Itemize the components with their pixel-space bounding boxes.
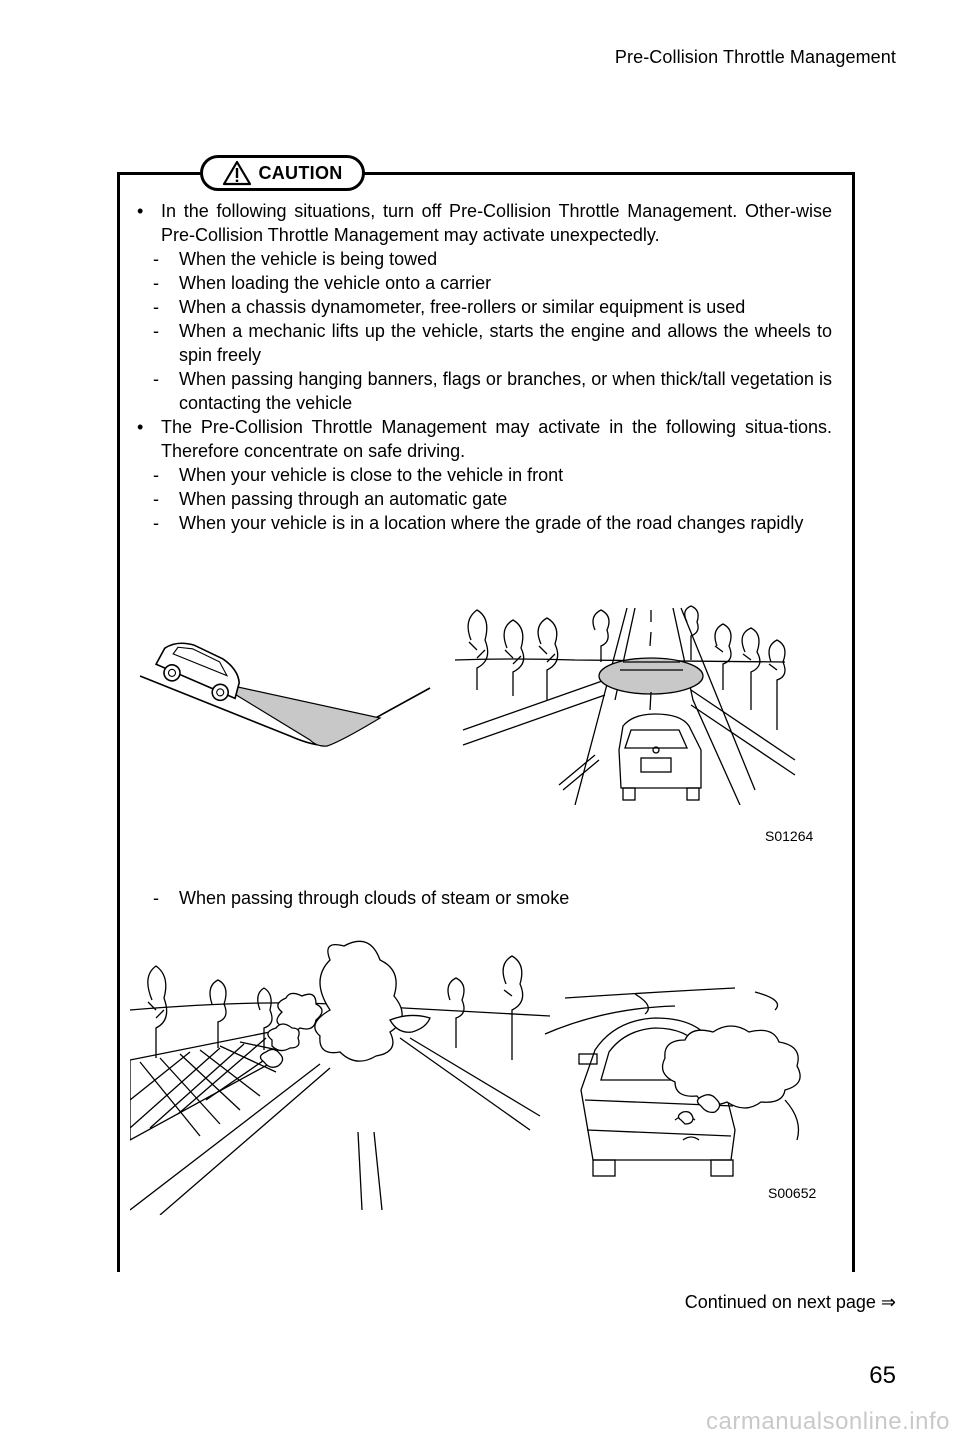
dash-text: When passing through clouds of steam or smoke xyxy=(179,888,570,908)
dash-text: When passing hanging banners, flags or branches, or when thick/tall vegetation is contacting the vehicle xyxy=(179,369,832,413)
slope-car-illustration xyxy=(135,600,435,760)
bullet-mark: • xyxy=(137,201,144,221)
dash-mark: - xyxy=(153,369,159,389)
smoke-road-illustration xyxy=(130,940,550,1215)
warning-triangle-icon xyxy=(222,160,252,186)
dash-mark: - xyxy=(153,273,159,293)
dash-text: When a mechanic lifts up the vehicle, starts the engine and allows the wheels to spin freely xyxy=(179,321,832,365)
dash-mark: - xyxy=(153,489,159,509)
car-smoke-illustration xyxy=(535,980,810,1185)
dash-mark: - xyxy=(153,249,159,269)
dash-item xyxy=(137,367,832,415)
caution-badge xyxy=(200,155,365,191)
dash-text: When passing through an automatic gate xyxy=(179,489,508,509)
dash-mark: - xyxy=(153,513,159,533)
caution-text-block xyxy=(137,199,832,535)
bullet-item xyxy=(137,415,832,463)
dash-text: When a chassis dynamometer, free-rollers or similar equipment is used xyxy=(179,297,746,317)
dash-item xyxy=(137,247,832,271)
dash-item xyxy=(137,271,832,295)
bullet-text: In the following situations, turn off Pre-Collision Throttle Management. Other-wise Pre-Collision Throttle Management may activate unexpectedly. xyxy=(161,201,832,245)
dash-item xyxy=(137,886,874,910)
bullet-text: The Pre-Collision Throttle Management may activate in the following situa-tions. Therefore concentrate on safe driving. xyxy=(161,417,832,461)
bullet-item xyxy=(137,199,832,247)
dash-item xyxy=(137,463,832,487)
figure-code: S01264 xyxy=(765,828,814,844)
dash-mark: - xyxy=(153,465,159,485)
dash-mark: - xyxy=(153,297,159,317)
bullet-mark: • xyxy=(137,417,144,437)
dash-mark: - xyxy=(153,321,159,341)
dash-text: When your vehicle is close to the vehicle in front xyxy=(179,465,564,485)
dash-text: When the vehicle is being towed xyxy=(179,249,438,269)
road-gate-illustration xyxy=(455,600,805,805)
figure-code: S00652 xyxy=(768,1185,817,1201)
dash-text: When your vehicle is in a location where the grade of the road changes rapidly xyxy=(179,513,804,533)
caution-label: CAUTION xyxy=(258,163,343,183)
continued-on-next-page: Continued on next page ⇒ xyxy=(684,1292,896,1312)
page-number: 65 xyxy=(869,1362,896,1389)
dash-item xyxy=(137,319,832,367)
dash-item xyxy=(137,487,832,511)
dash-mark: - xyxy=(153,888,159,908)
watermark: carmanualsonline.info xyxy=(706,1408,950,1435)
dash-text: When loading the vehicle onto a carrier xyxy=(179,273,492,293)
dash-item xyxy=(137,511,832,535)
page-header-title: Pre-Collision Throttle Management xyxy=(614,47,896,67)
dash-item xyxy=(137,295,832,319)
